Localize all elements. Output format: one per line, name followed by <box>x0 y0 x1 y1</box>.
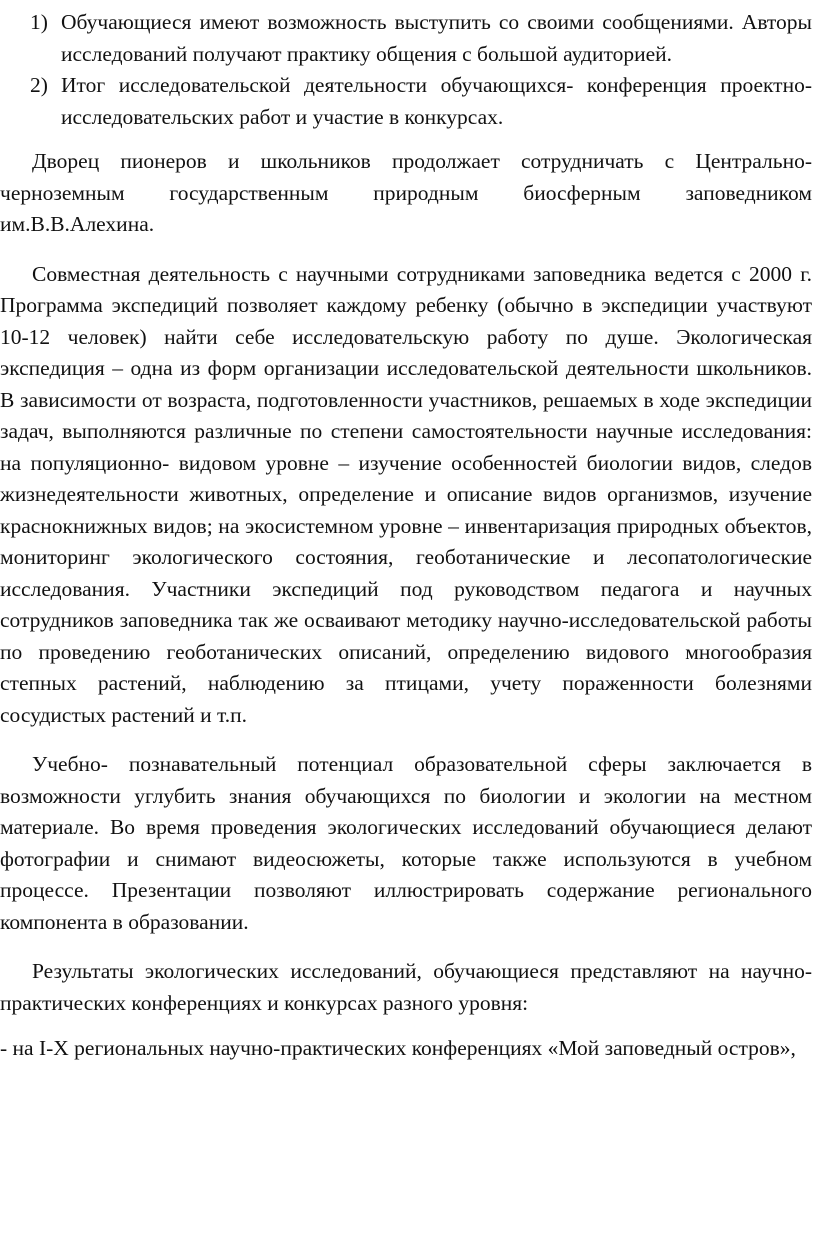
list-item-number: 1) <box>30 10 48 34</box>
paragraph-educational-potential: Учебно- познавательный потенциал образовательной сферы заключается в возможности углубить знания обучающихся по биологии и экологии на местном материале. Во время проведения экологических исследований обучающиеся делают фотографии и снимают видеосюжеты, которые также используются в учебном процессе. Презентации позволяют иллюстрировать содержание регионального компонента в образовании. <box>0 752 812 934</box>
paragraph-partnership: Дворец пионеров и школьников продолжает сотрудничать с Центрально-черноземным государственным природным биосферным заповедником им.В.В.Алехина. <box>0 149 812 236</box>
list-item <box>0 70 812 133</box>
list-item-number: 2) <box>30 73 48 97</box>
paragraph-results: Результаты экологических исследований, обучающиеся представляют на научно-практических конференциях и конкурсах разного уровня: <box>0 959 812 1015</box>
numbered-list <box>0 7 812 133</box>
list-item-text: Обучающиеся имеют возможность выступить со своими сообщениями. Авторы исследований получают практику общения с большой аудиторией. <box>61 10 812 66</box>
paragraph-conference-list-item: - на I-X региональных научно-практических конференциях «Мой заповедный остров», <box>0 1036 796 1060</box>
paragraph-expeditions: Совместная деятельность с научными сотрудниками заповедника ведется с 2000 г. Программа экспедиций позволяет каждому ребенку (обычно в экспедиции участвуют 10-12 человек) найти себе исследовательскую работу по душе. Экологическая экспедиция – одна из форм организации исследовательской деятельности школьников. В зависимости от возраста, подготовленности участников, решаемых в ходе экспедиции задач, выполняются различные по степени самостоятельности научные исследования: на популяционно- видовом уровне – изучение особенностей биологии видов, следов жизнедеятельности животных, определение и описание видов организмов, изучение краснокнижных видов; на экосистемном уровне – инвентаризация природных объектов, мониторинг экологического состояния, геоботанические и лесопатологические исследования. Участники экспедиций под руководством педагога и научных сотрудников заповедника так же осваивают методику научно-исследовательской работы по проведению геоботанических описаний, определению видового многообразия степных растений, наблюдению за птицами, учету пораженности болезнями сосудистых растений и т.п. <box>0 261 812 727</box>
list-item <box>0 7 812 70</box>
document-page <box>0 7 812 1065</box>
list-item-text: Итог исследовательской деятельности обучающихся- конференция проектно- исследовательских работ и участие в конкурсах. <box>61 73 812 129</box>
